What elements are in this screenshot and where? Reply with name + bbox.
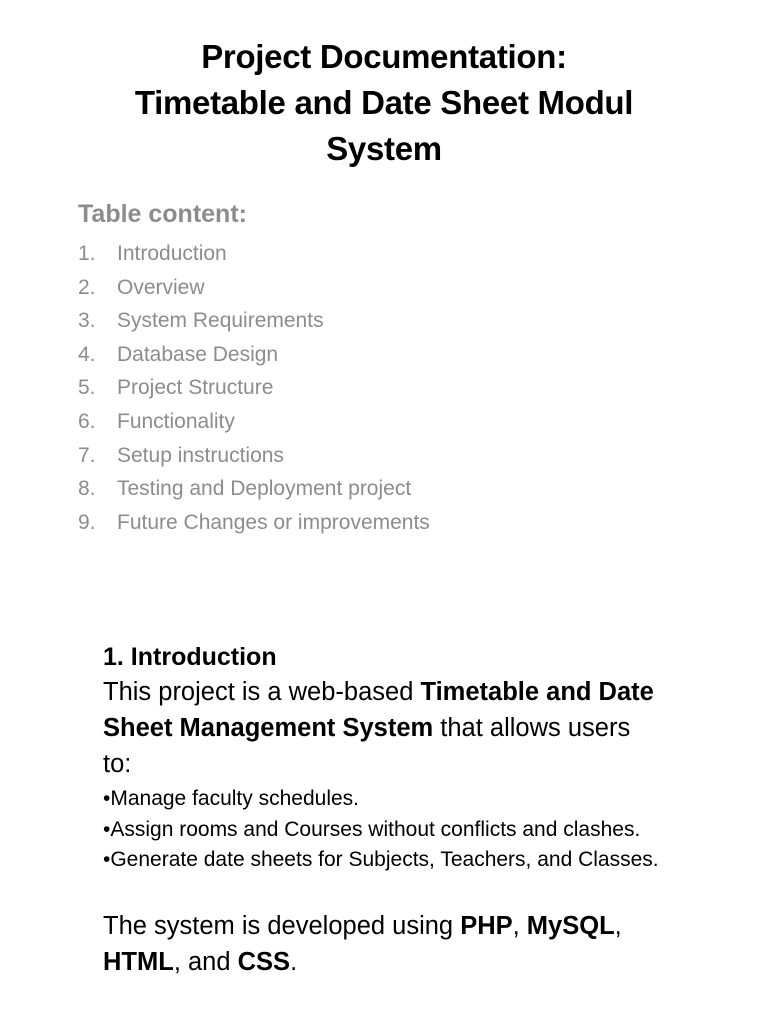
toc-item-label: Functionality	[117, 409, 235, 433]
separator: ,	[614, 911, 622, 940]
document-title	[0, 34, 768, 172]
table-of-contents	[78, 237, 430, 539]
toc-item-system-requirements	[78, 304, 430, 338]
toc-item-label: Database Design	[117, 342, 279, 366]
system-name: Timetable and Date Sheet Management System	[103, 678, 654, 742]
toc-item-number: 2.	[78, 275, 96, 299]
feature-item: •Assign rooms and Courses without conflicts and clashes.	[103, 817, 641, 841]
title-line-1: Project Documentation:	[201, 38, 567, 75]
toc-item-overview	[78, 271, 430, 305]
toc-item-functionality	[78, 405, 430, 439]
closing-text: The system is developed using	[103, 911, 461, 940]
toc-item-introduction	[78, 237, 430, 271]
toc-item-number: 6.	[78, 409, 96, 433]
intro-text: that allows users to:	[103, 714, 631, 778]
introduction-section	[103, 640, 663, 980]
toc-item-label: Testing and Deployment project	[117, 477, 412, 501]
section-heading: 1. Introduction	[103, 643, 277, 671]
intro-paragraph	[103, 674, 663, 782]
feature-item: •Manage faculty schedules.	[103, 787, 359, 810]
tech-stack-paragraph	[103, 908, 663, 980]
title-line-2: Timetable and Date Sheet Modul	[134, 84, 634, 121]
toc-item-future-changes	[78, 506, 430, 540]
feature-list	[103, 784, 663, 876]
toc-item-label: Overview	[117, 275, 205, 299]
toc-item-number: 1.	[78, 242, 96, 265]
toc-item-database-design	[78, 338, 430, 372]
closing-text: .	[290, 947, 298, 976]
toc-item-label: Project Structure	[117, 376, 274, 400]
tech-css: CSS	[237, 947, 291, 976]
toc-item-label: Setup instructions	[117, 443, 284, 467]
toc-item-number: 5.	[78, 376, 96, 400]
intro-text: This project is a web-based	[103, 678, 421, 706]
tech-mysql: MySQL	[526, 911, 615, 940]
title-line-3: System	[326, 130, 442, 167]
toc-item-testing-deployment	[78, 472, 430, 506]
toc-item-number: 7.	[78, 443, 96, 467]
feature-item: •Generate date sheets for Subjects, Teachers, and Classes.	[103, 848, 659, 871]
tech-html: HTML	[103, 947, 174, 976]
toc-item-label: System Requirements	[117, 309, 324, 333]
toc-item-number: 9.	[78, 510, 96, 534]
toc-item-label: Future Changes or improvements	[117, 510, 430, 534]
toc-item-number: 4.	[78, 342, 96, 366]
separator: ,	[512, 911, 527, 940]
toc-heading: Table content:	[78, 200, 247, 228]
toc-item-number: 3.	[78, 309, 96, 333]
toc-item-number: 8.	[78, 477, 96, 501]
toc-item-setup-instructions	[78, 439, 430, 473]
separator: , and	[173, 947, 238, 976]
toc-item-label: Introduction	[117, 242, 227, 265]
toc-item-project-structure	[78, 371, 430, 405]
tech-php: PHP	[460, 911, 513, 940]
